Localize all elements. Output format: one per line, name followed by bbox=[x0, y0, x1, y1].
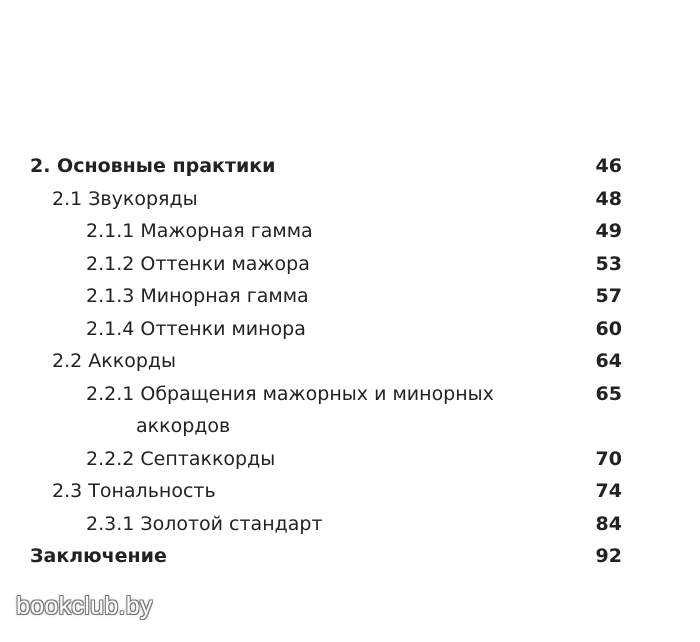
toc-entry bbox=[0, 443, 700, 476]
toc-page-number: 49 bbox=[595, 220, 622, 242]
toc-entry bbox=[0, 215, 700, 248]
toc-entry-title-continuation: аккордов bbox=[136, 415, 231, 437]
toc-entry-title: 2.2.2 Септаккорды bbox=[86, 447, 276, 470]
toc-page-number: 92 bbox=[595, 545, 622, 567]
toc-page-number: 74 bbox=[595, 480, 622, 502]
toc-entry bbox=[0, 345, 700, 378]
toc-page-number: 53 bbox=[595, 252, 622, 275]
toc-entry-title: 2.1.3 Минорная гамма bbox=[86, 285, 309, 307]
toc-entry bbox=[0, 313, 700, 346]
toc-entry bbox=[0, 540, 700, 573]
toc-entry-title: 2.3 Тональность bbox=[52, 480, 216, 502]
toc-entry-title: 2.1 Звукоряды bbox=[52, 187, 198, 210]
toc-entry bbox=[0, 248, 700, 281]
toc-page-number: 84 bbox=[595, 512, 622, 535]
toc-entry-title: 2.1.2 Оттенки мажора bbox=[86, 252, 310, 275]
toc-entry bbox=[0, 378, 700, 443]
toc-entry-title: 2. Основные практики bbox=[30, 155, 276, 177]
toc-page-number: 64 bbox=[595, 350, 622, 372]
toc-page-number: 65 bbox=[595, 382, 622, 405]
toc-entry-title: 2.2.1 Обращения мажорных и минорных bbox=[86, 382, 494, 405]
toc-entry bbox=[0, 475, 700, 508]
toc-page-number: 57 bbox=[595, 285, 622, 307]
watermark: bookclub.by bbox=[16, 592, 153, 620]
toc-entry-title: 2.1.4 Оттенки минора bbox=[86, 317, 306, 340]
toc-entry bbox=[0, 280, 700, 313]
toc-entry bbox=[0, 150, 700, 183]
toc-entry bbox=[0, 508, 700, 541]
toc-entry-title: 2.1.1 Мажорная гамма bbox=[86, 220, 313, 242]
toc-page-number: 48 bbox=[595, 187, 622, 210]
toc-entry bbox=[0, 183, 700, 216]
table-of-contents bbox=[0, 150, 700, 573]
toc-entry-title: Заключение bbox=[30, 545, 167, 567]
toc-entry-title: 2.3.1 Золотой стандарт bbox=[86, 512, 323, 535]
toc-page-number: 60 bbox=[595, 317, 622, 340]
toc-entry-title: 2.2 Аккорды bbox=[52, 350, 177, 372]
toc-page-number: 46 bbox=[595, 155, 622, 177]
toc-page-number: 70 bbox=[595, 447, 622, 470]
